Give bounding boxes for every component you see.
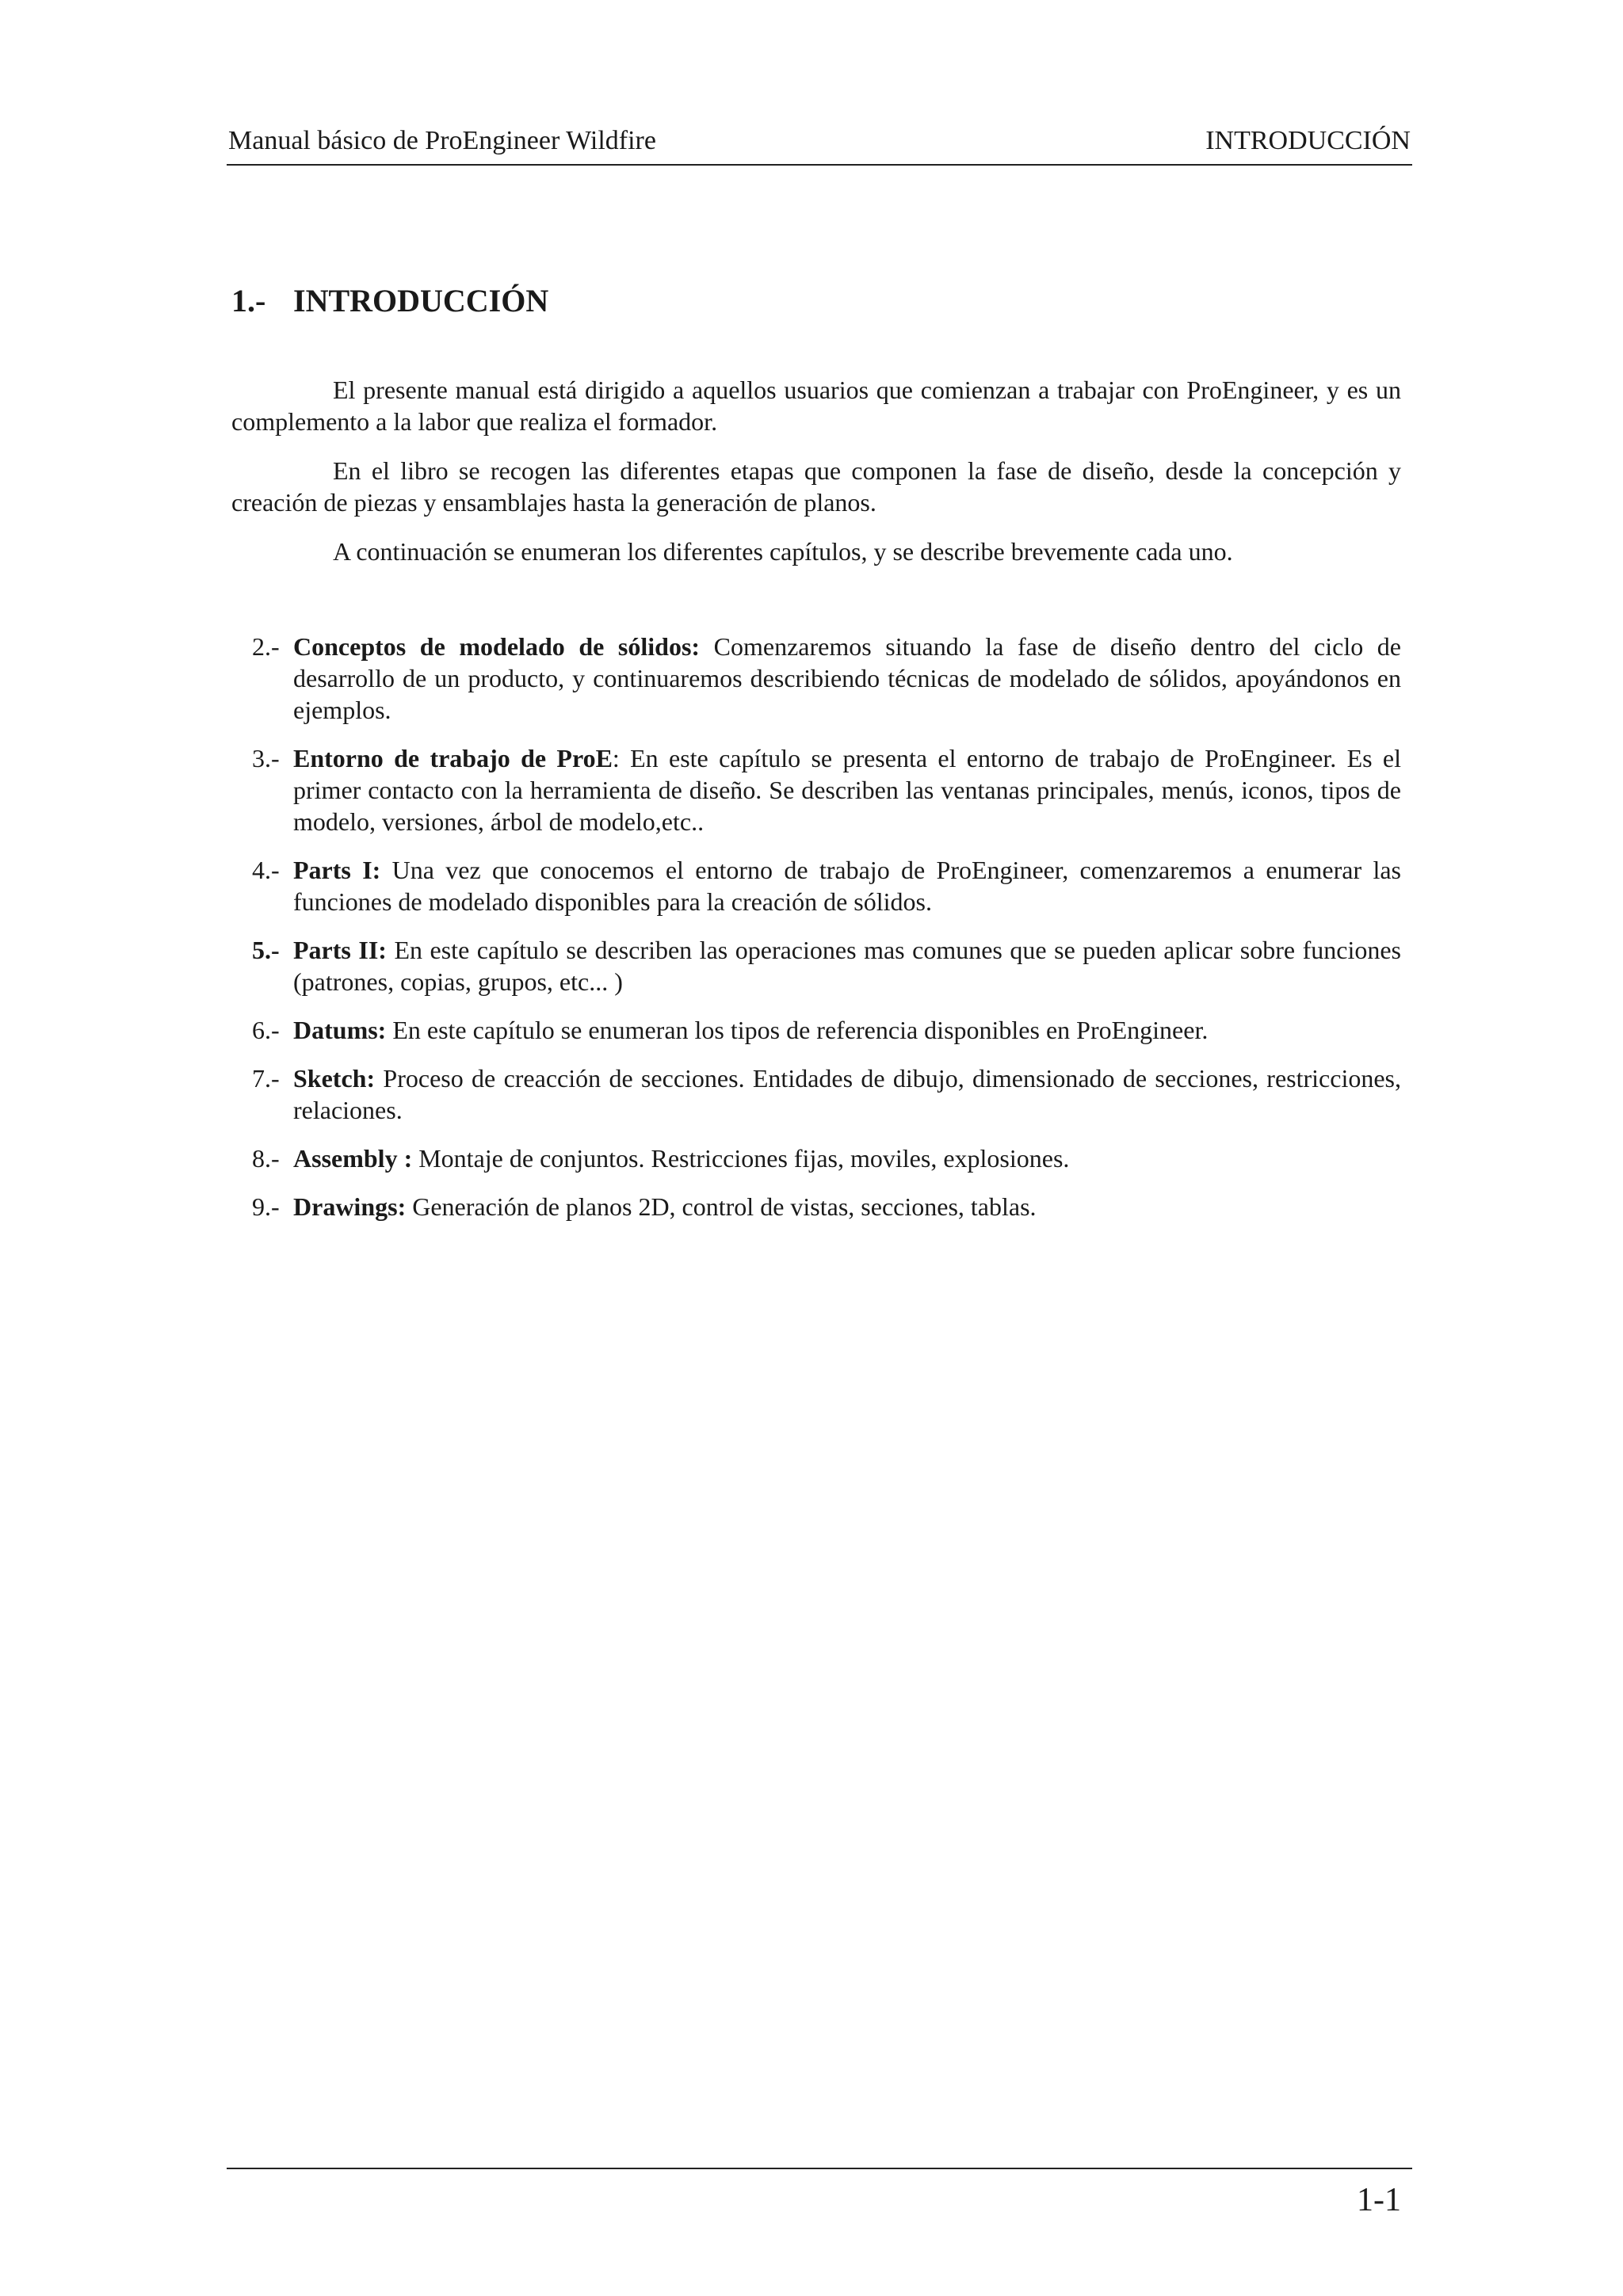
chapter-description: En este capítulo se enumeran los tipos de referencia disponibles en ProEngineer. [386,1016,1209,1044]
chapter-list-item [252,1142,1401,1174]
chapter-term: Parts I: [293,856,381,884]
chapter-list-item [252,934,1401,997]
chapter-description: Comenzaremos situando la fase de diseño dentro del ciclo de desarrollo de un producto, y continuaremos describiendo técnicas de modelado de sólidos, apoyándonos en ejemplos. [293,632,1402,724]
chapter-number: 7.- [252,1064,280,1093]
header-chapter-title: INTRODUCCIÓN [1205,126,1411,155]
header-document-title: Manual básico de ProEngineer Wildfire [228,126,656,155]
chapter-list-item [252,854,1401,917]
chapter-list [252,631,1401,1239]
section-heading [231,282,548,320]
chapter-list-item [252,1062,1401,1126]
header-divider [227,164,1412,166]
chapter-term: Conceptos de modelado de sólidos: [293,632,701,661]
chapter-term: Drawings: [293,1192,407,1221]
page-header [228,125,1411,157]
chapter-list-item [252,631,1401,726]
chapter-term: Assembly : [293,1144,413,1173]
page-number: 1-1 [1357,2182,1401,2218]
section-title: INTRODUCCIÓN [293,283,549,318]
chapter-description: Proceso de creacción de secciones. Entidades de dibujo, dimensionado de secciones, restricciones, relaciones. [293,1064,1401,1124]
chapter-number: 3.- [252,744,280,772]
chapter-number: 9.- [252,1192,280,1221]
chapter-description: Una vez que conocemos el entorno de trabajo de ProEngineer, comenzaremos a enumerar las funciones de modelado disponibles para la creación de sólidos. [293,856,1401,916]
section-number: 1.- [231,283,266,318]
footer-divider [227,2168,1412,2169]
chapter-description: : En este capítulo se presenta el entorno de trabajo de ProEngineer. Es el primer contacto con la herramienta de diseño. Se describen las ventanas principales, menús, iconos, tipos de modelo, versiones, árbol de modelo,etc.. [293,744,1402,836]
intro-text [231,374,1401,585]
chapter-term: Datums: [293,1016,387,1044]
chapter-term: Sketch: [293,1064,376,1093]
chapter-term: Parts II: [293,936,387,964]
chapter-description: Generación de planos 2D, control de vistas, secciones, tablas. [406,1192,1037,1221]
chapter-number: 4.- [252,856,280,884]
chapter-term: Entorno de trabajo de ProE [293,744,613,772]
chapter-number: 2.- [252,632,280,661]
chapter-description: Montaje de conjuntos. Restricciones fijas, moviles, explosiones. [412,1144,1070,1173]
chapter-description: En este capítulo se describen las operaciones mas comunes que se pueden aplicar sobre funciones (patrones, copias, grupos, etc... ) [293,936,1401,996]
chapter-number: 5.- [252,936,280,964]
chapter-number: 8.- [252,1144,280,1173]
chapter-list-item [252,1191,1401,1222]
chapter-number: 6.- [252,1016,280,1044]
chapter-list-item [252,742,1401,837]
intro-paragraph: El presente manual está dirigido a aquellos usuarios que comienzan a trabajar con ProEngineer, y es un complemento a la labor que realiza el formador. [231,376,1401,436]
chapter-list-item [252,1014,1401,1046]
intro-paragraph: A continuación se enumeran los diferentes capítulos, y se describe brevemente cada uno. [333,537,1233,566]
intro-paragraph: En el libro se recogen las diferentes etapas que componen la fase de diseño, desde la concepción y creación de piezas y ensamblajes hasta la generación de planos. [231,456,1401,517]
